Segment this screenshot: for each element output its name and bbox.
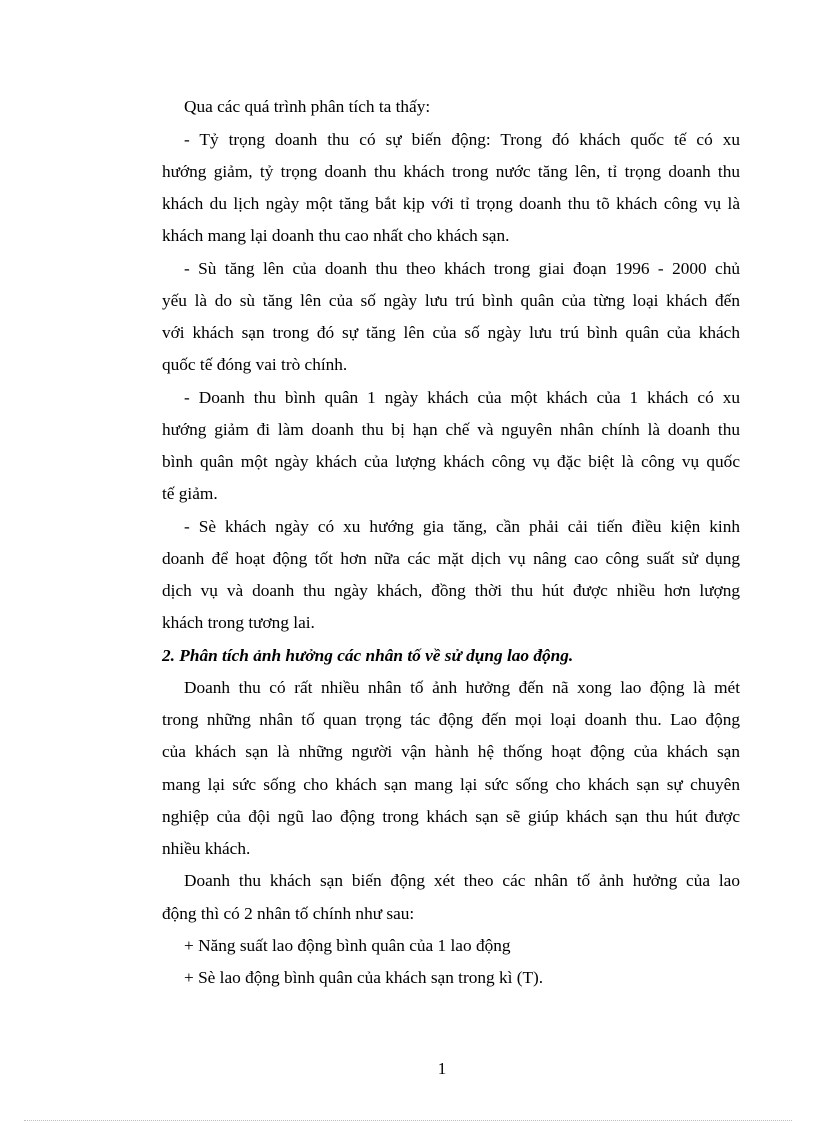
page-bottom-rule — [24, 1120, 792, 1121]
text-line: - Tỷ trọng doanh thu có sự biến động: Trong đó khách quốc tế có xu — [184, 130, 740, 149]
text-line: hướng giảm, tỷ trọng doanh thu khách trong nước tăng lên, tỉ trọng doanh thu — [162, 162, 740, 181]
text-line: + Năng suất lao động bình quân của 1 lao động — [184, 936, 511, 955]
text-line: Doanh thu có rất nhiều nhân tố ảnh hưởng đến nã xong lao động là mét — [184, 678, 740, 697]
text-line: - Doanh thu bình quân 1 ngày khách của một khách của 1 khách có xu — [184, 388, 740, 407]
text-line: Doanh thu khách sạn biến động xét theo các nhân tố ảnh hưởng của lao — [184, 871, 740, 890]
text-line: mang lại sức sống cho khách sạn mang lại sức sống cho khách sạn sự chuyên — [162, 775, 740, 794]
text-line: khách trong tương lai. — [162, 613, 315, 632]
text-line: động thì có 2 nhân tố chính như sau: — [162, 904, 415, 923]
text-line: quốc tế đóng vai trò chính. — [162, 355, 348, 374]
text-line: tế giảm. — [162, 484, 218, 503]
text-line: nhiều khách. — [162, 839, 251, 858]
section-heading: 2. Phân tích ảnh hưởng các nhân tố về sử dụng lao động. — [162, 646, 574, 665]
text-line: trong những nhân tố quan trọng tác động đến mọi loại doanh thu. Lao động — [162, 710, 740, 729]
text-line: doanh để hoạt động tốt hơn nữa các mặt dịch vụ nâng cao công suất sử dụng — [162, 549, 740, 568]
text-line: Qua các quá trình phân tích ta thấy: — [184, 97, 431, 116]
text-line: bình quân một ngày khách của lượng khách công vụ đặc biệt là công vụ quốc — [162, 452, 740, 471]
text-line: nghiệp của đội ngũ lao động trong khách sạn sẽ giúp khách sạn thu hút được — [162, 807, 740, 826]
text-line: với khách sạn trong đó sự tăng lên của số ngày lưu trú bình quân của khách — [162, 323, 740, 342]
page-number: 1 — [437, 1059, 447, 1078]
text-line: khách mang lại doanh thu cao nhất cho khách sạn. — [162, 226, 510, 245]
text-line: dịch vụ và doanh thu ngày khách, đồng thời thu hút được nhiều hơn lượng — [162, 581, 740, 600]
text-line: hướng giảm đi làm doanh thu bị hạn chế và nguyên nhân chính là doanh thu — [162, 420, 740, 439]
text-line: - Sè khách ngày có xu hướng gia tăng, cần phải cải tiến điều kiện kinh — [184, 517, 740, 536]
text-line: của khách sạn là những người vận hành hệ thống hoạt động của khách sạn — [162, 742, 740, 761]
text-line: khách du lịch ngày một tăng bắt kịp với tỉ trọng doanh thu tõ khách công vụ là — [162, 194, 740, 213]
text-line: + Sè lao động bình quân của khách sạn trong kì (T). — [184, 968, 544, 987]
text-line: - Sù tăng lên của doanh thu theo khách trong giai đoạn 1996 - 2000 chủ — [184, 259, 740, 278]
text-line: yếu là do sù tăng lên của số ngày lưu trú bình quân của từng loại khách đến — [162, 291, 740, 310]
